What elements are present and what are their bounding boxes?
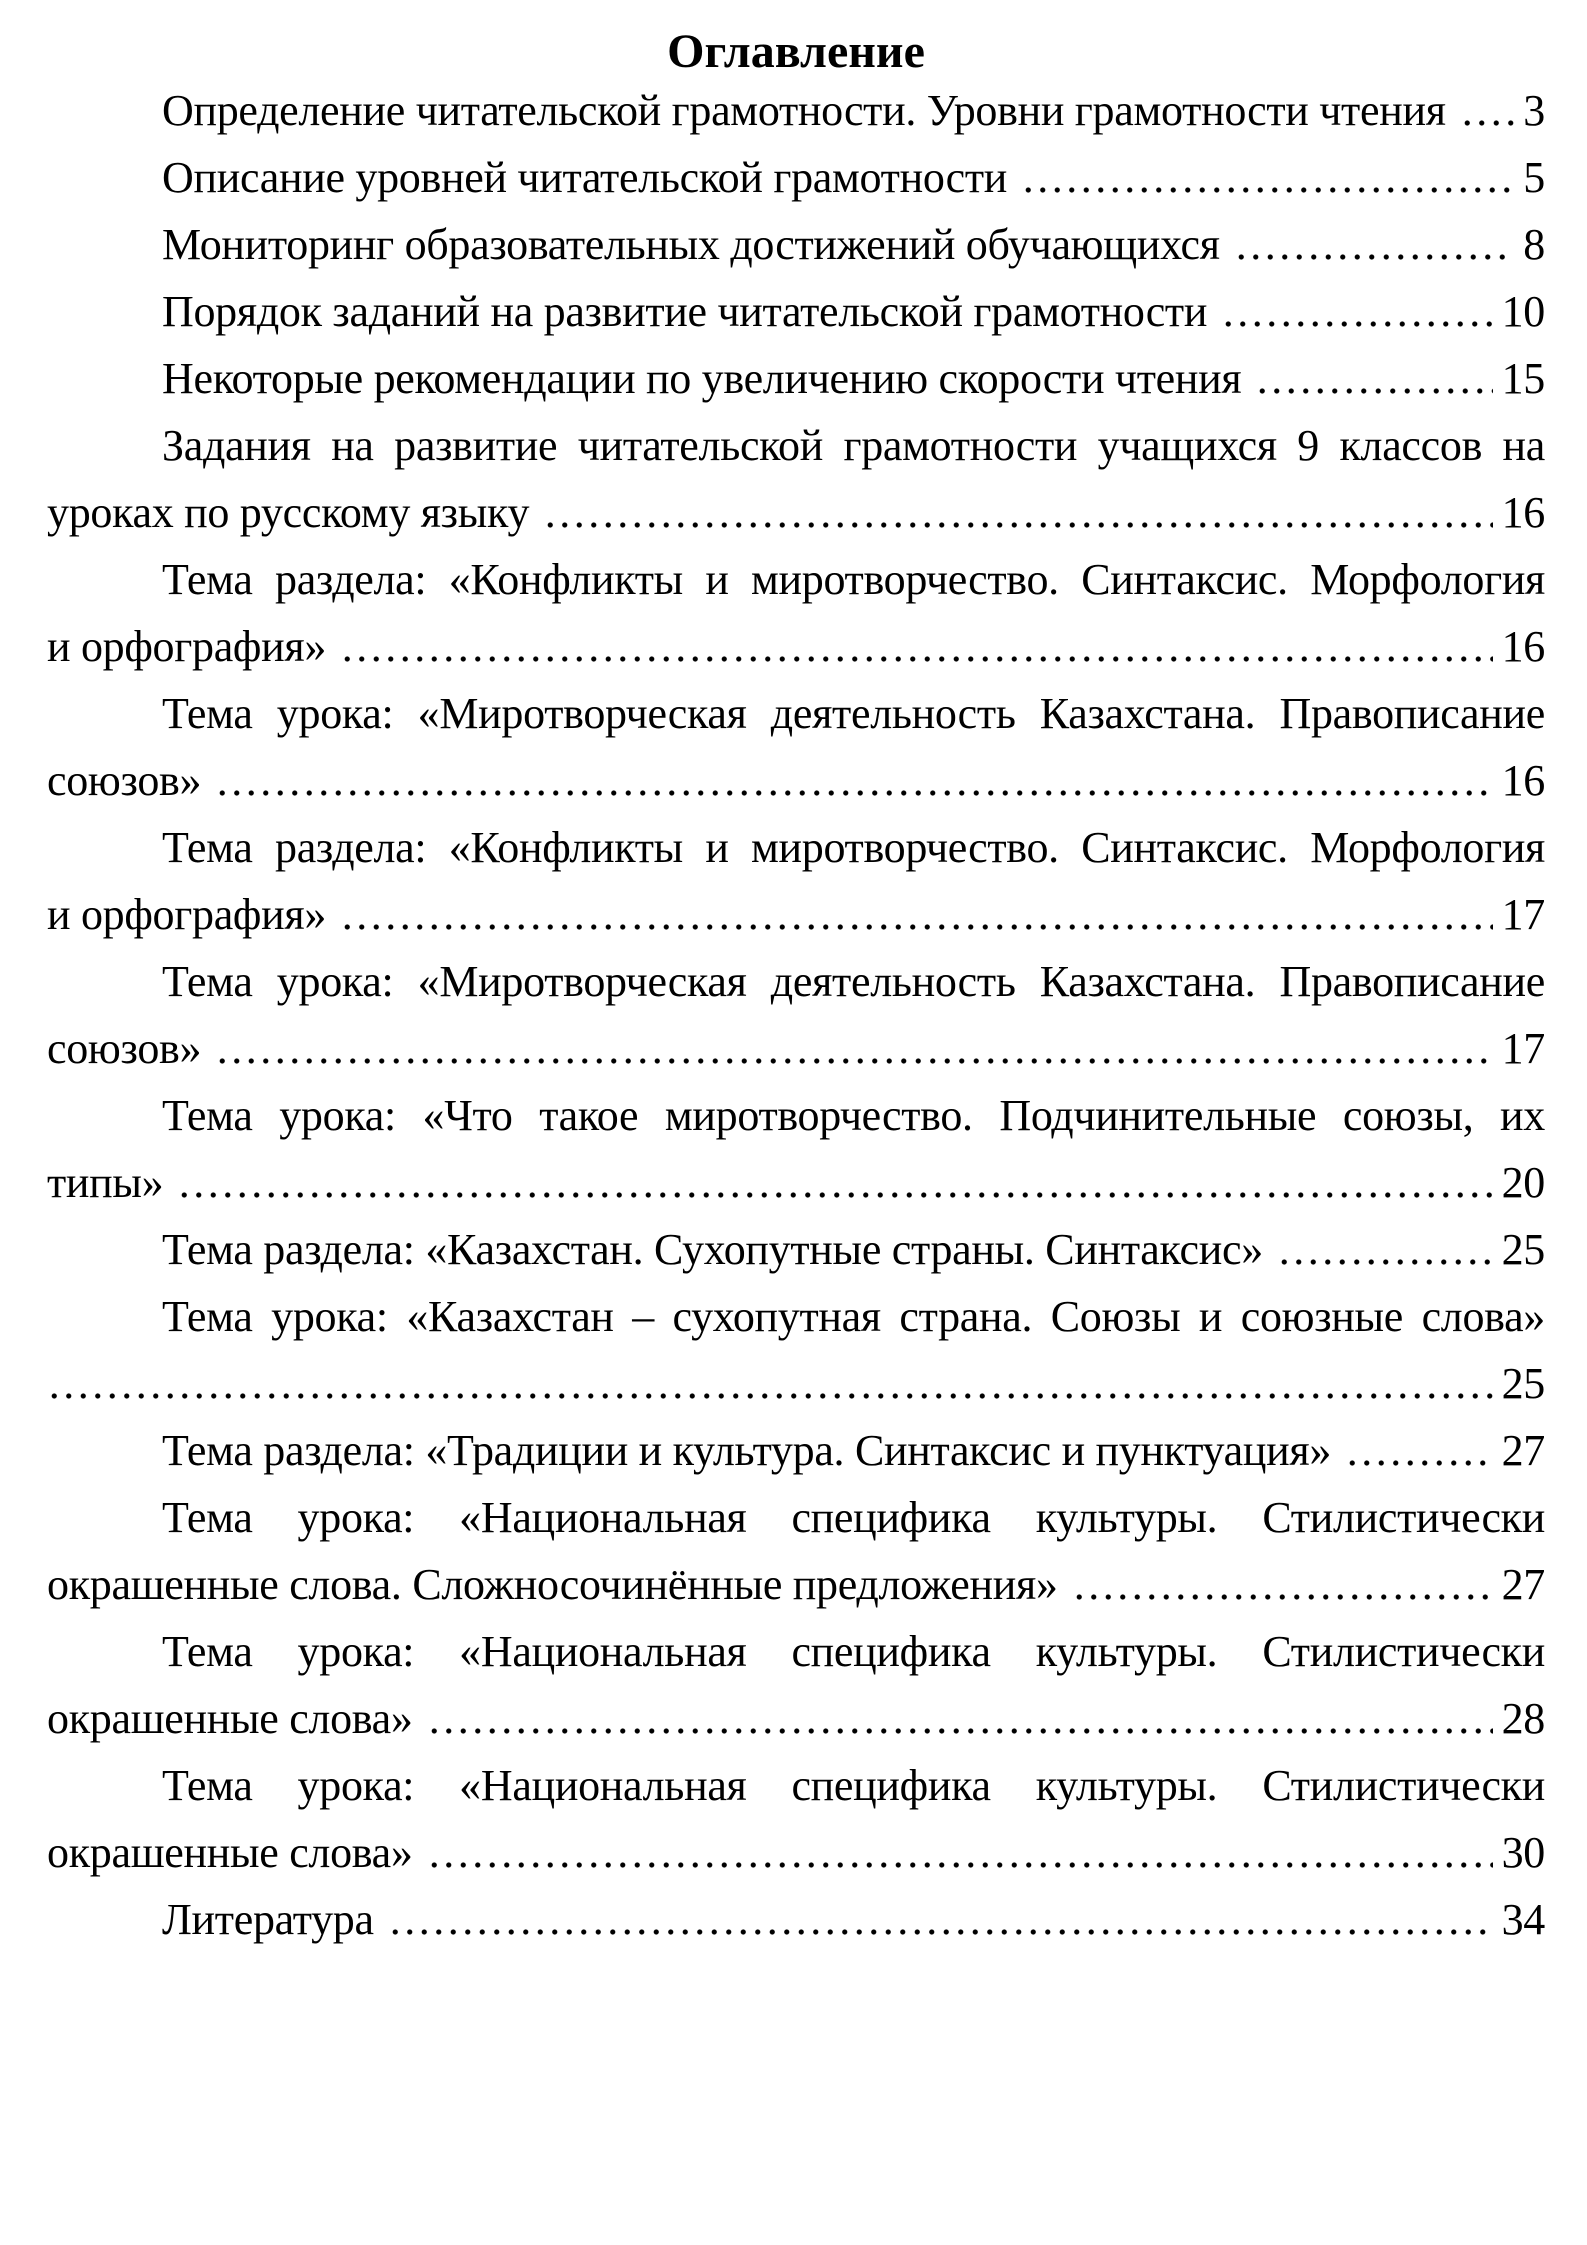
- toc-entry-text: Определение читательской грамотности. Уровни грамотности чтения: [162, 86, 1446, 135]
- page-title: Оглавление: [667, 25, 925, 78]
- page-number: 20: [1501, 1158, 1545, 1207]
- toc-entry-text: Мониторинг образовательных достижений обучающихся: [162, 220, 1220, 269]
- toc-line: [47, 546, 1545, 613]
- toc-line: [47, 345, 1545, 412]
- toc-line: [47, 211, 1545, 278]
- toc-entry-text: Тема урока: «Миротворческая деятельность Казахстана. Правописание: [162, 689, 1545, 738]
- toc-entry-text: Тема раздела: «Конфликты и миротворчество. Синтаксис. Морфология: [162, 823, 1545, 872]
- toc-entry-text: окрашенные слова»: [47, 1694, 413, 1743]
- page-number: 25: [1501, 1359, 1545, 1408]
- toc-entry-text: союзов»: [47, 756, 202, 805]
- page-number: 16: [1501, 622, 1545, 671]
- toc-line: [47, 1082, 1545, 1149]
- page-number: 16: [1501, 488, 1545, 537]
- page-number: 17: [1501, 1024, 1545, 1073]
- toc-entry-text: Тема раздела: «Конфликты и миротворчество. Синтаксис. Морфология: [162, 555, 1545, 604]
- toc-entry-text: Задания на развитие читательской грамотности учащихся 9 классов на: [162, 421, 1545, 470]
- toc-entry-text: уроках по русскому языку: [47, 488, 530, 537]
- toc-line: [47, 278, 1545, 345]
- table-of-contents: [47, 77, 1545, 1953]
- toc-line: [47, 613, 1545, 680]
- toc-entry-text: Тема раздела: «Традиции и культура. Синтаксис и пунктуация»: [162, 1426, 1332, 1475]
- toc-entry-text: Тема урока: «Национальная специфика культуры. Стилистически: [162, 1627, 1545, 1676]
- dot-leader: [1072, 1551, 1493, 1618]
- dot-leader: [215, 1015, 1492, 1082]
- toc-line: [47, 479, 1545, 546]
- dot-leader: [1460, 77, 1515, 144]
- toc-entry-text: Некоторые рекомендации по увеличению скорости чтения: [162, 354, 1242, 403]
- dot-leader: [543, 479, 1492, 546]
- toc-line: [47, 1350, 1545, 1417]
- page-number: 27: [1501, 1560, 1545, 1609]
- toc-line: [47, 814, 1545, 881]
- toc-line: [47, 1886, 1545, 1953]
- dot-leader: [1234, 211, 1515, 278]
- dot-leader: [340, 613, 1493, 680]
- toc-entry-text: Тема урока: «Национальная специфика культуры. Стилистически: [162, 1493, 1545, 1542]
- toc-line: [47, 1819, 1545, 1886]
- toc-entry-text: и орфография»: [47, 622, 327, 671]
- dot-leader: [388, 1886, 1493, 1953]
- dot-leader: [1277, 1216, 1493, 1283]
- toc-line: [47, 412, 1545, 479]
- page-number: 16: [1501, 756, 1545, 805]
- toc-line: [47, 1752, 1545, 1819]
- toc-entry-text: Порядок заданий на развитие читательской грамотности: [162, 287, 1208, 336]
- page-number: 25: [1501, 1225, 1545, 1274]
- toc-entry-text: Тема раздела: «Казахстан. Сухопутные страны. Синтаксис»: [162, 1225, 1263, 1274]
- toc-entry-text: союзов»: [47, 1024, 202, 1073]
- dot-leader: [215, 747, 1492, 814]
- toc-line: [47, 1216, 1545, 1283]
- toc-entry-text: окрашенные слова. Сложносочинённые предложения»: [47, 1560, 1058, 1609]
- dot-leader: [1221, 278, 1492, 345]
- toc-line: [47, 77, 1545, 144]
- toc-line: [47, 680, 1545, 747]
- toc-line: [47, 1417, 1545, 1484]
- dot-leader: [340, 881, 1493, 948]
- toc-line: [47, 1149, 1545, 1216]
- page-number: 17: [1501, 890, 1545, 939]
- toc-entry-text: и орфография»: [47, 890, 327, 939]
- page-number: 28: [1501, 1694, 1545, 1743]
- dot-leader: [427, 1819, 1493, 1886]
- page-number: 34: [1501, 1895, 1545, 1944]
- page-number: 5: [1523, 153, 1545, 202]
- page-number: 3: [1523, 86, 1545, 135]
- page-number: 30: [1501, 1828, 1545, 1877]
- toc-line: [47, 1551, 1545, 1618]
- page-number: 10: [1501, 287, 1545, 336]
- dot-leader: [1255, 345, 1492, 412]
- toc-entry-text: Литература: [162, 1895, 374, 1944]
- toc-line: [47, 948, 1545, 1015]
- dot-leader: [427, 1685, 1493, 1752]
- page-number: 8: [1523, 220, 1545, 269]
- dot-leader: [1345, 1417, 1493, 1484]
- dot-leader: [177, 1149, 1492, 1216]
- toc-entry-text: Тема урока: «Что такое миротворчество. Подчинительные союзы, их: [162, 1091, 1545, 1140]
- page-number: 15: [1501, 354, 1545, 403]
- toc-entry-text: окрашенные слова»: [47, 1828, 413, 1877]
- toc-entry-text: Тема урока: «Миротворческая деятельность Казахстана. Правописание: [162, 957, 1545, 1006]
- toc-entry-text: Описание уровней читательской грамотности: [162, 153, 1008, 202]
- toc-entry-text: Тема урока: «Национальная специфика культуры. Стилистически: [162, 1761, 1545, 1810]
- toc-line: [47, 1618, 1545, 1685]
- toc-line: [47, 1685, 1545, 1752]
- toc-line: [47, 1283, 1545, 1350]
- toc-entry-text: типы»: [47, 1158, 164, 1207]
- dot-leader: [47, 1350, 1493, 1417]
- toc-line: [47, 1484, 1545, 1551]
- toc-entry-text: Тема урока: «Казахстан – сухопутная страна. Союзы и союзные слова»: [162, 1292, 1545, 1341]
- toc-line: [47, 1015, 1545, 1082]
- toc-line: [47, 144, 1545, 211]
- page-number: 27: [1501, 1426, 1545, 1475]
- dot-leader: [1021, 144, 1514, 211]
- toc-line: [47, 881, 1545, 948]
- toc-line: [47, 747, 1545, 814]
